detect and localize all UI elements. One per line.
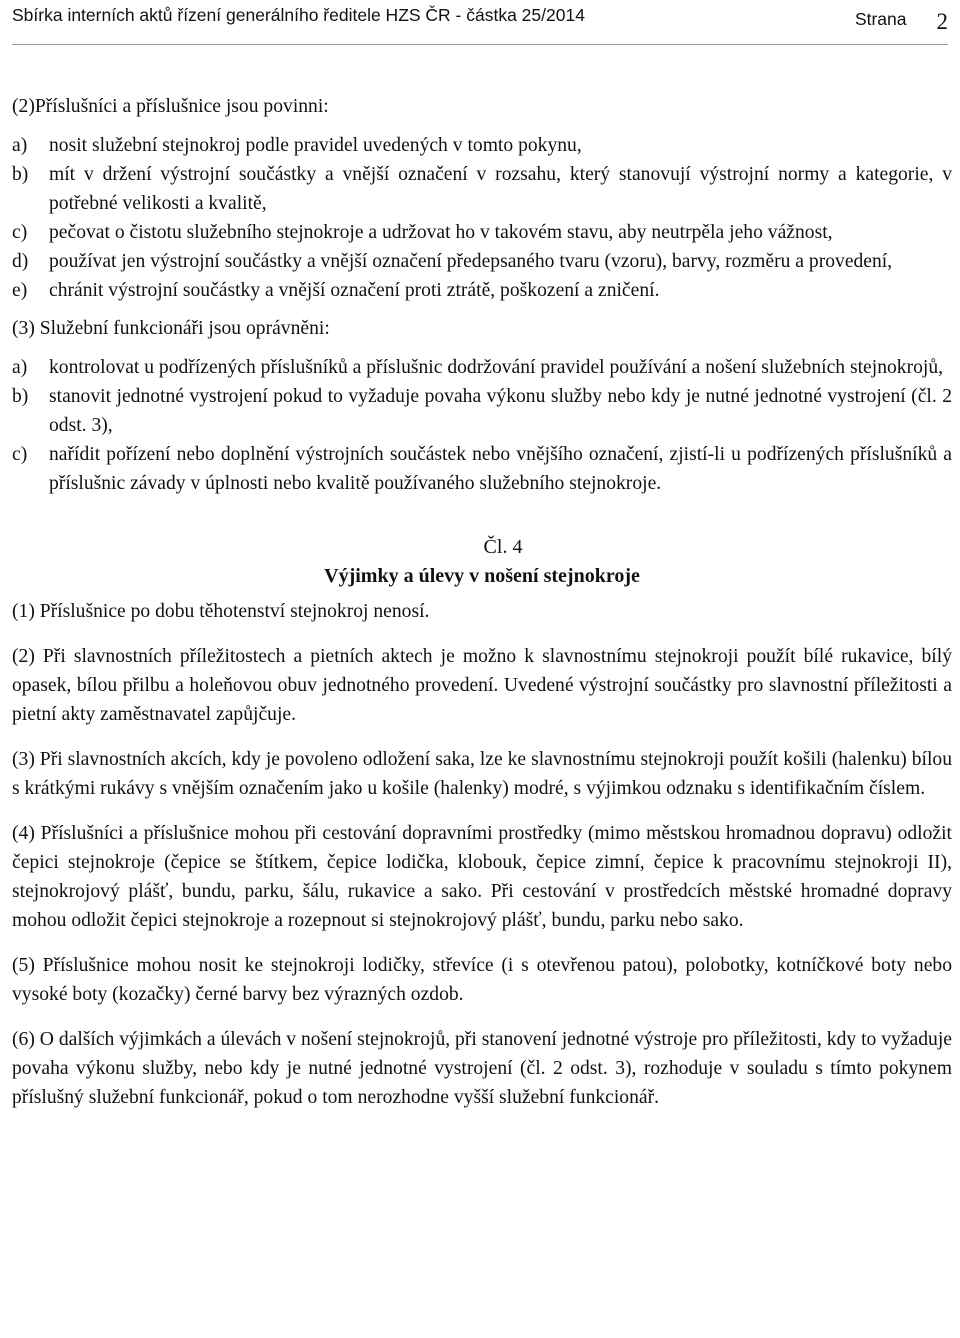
list-marker: a) bbox=[12, 135, 28, 156]
page-header bbox=[12, 0, 948, 45]
list-marker: b) bbox=[12, 164, 29, 185]
section-3-list bbox=[12, 353, 952, 498]
list-item bbox=[12, 353, 952, 382]
list-marker: b) bbox=[12, 386, 29, 407]
list-marker: a) bbox=[12, 357, 28, 378]
article-paragraph-6: (6) O dalších výjimkách a úlevách v nošení stejnokrojů, při stanovení jednotné výstroje pro příležitosti, kdy to vyžaduje povaha výkonu služby, nebo kdy je nutné jednotné vystrojení (čl. 2 odst. 3), rozhoduje v souladu s tímto pokynem příslušný služební funkcionář, pokud o tom nerozhodne vyšší služební funkcionář. bbox=[12, 1029, 952, 1108]
section-spacer bbox=[12, 507, 952, 533]
document-body bbox=[12, 92, 952, 1128]
list-item bbox=[12, 131, 952, 160]
article-paragraph-5: (5) Příslušnice mohou nosit ke stejnokroji lodičky, střevíce (i s otevřenou patou), polobotky, kotníčkové boty nebo vysoké boty (kozačky) černé barvy bez výrazných ozdob. bbox=[12, 955, 952, 1005]
article-paragraph-1: (1) Příslušnice po dobu těhotenství stejnokroj nenosí. bbox=[12, 601, 430, 622]
list-item bbox=[12, 247, 952, 276]
list-item-text: stanovit jednotné vystrojení pokud to vyžaduje povaha výkonu služby nebo kdy je nutné jednotné vystrojení (čl. 2 odst. 3), bbox=[49, 386, 952, 436]
section-2-lead: (2)Příslušníci a příslušnice jsou povinni: bbox=[12, 96, 329, 117]
section-3-lead: (3) Služební funkcionáři jsou oprávněni: bbox=[12, 318, 330, 339]
list-marker: c) bbox=[12, 222, 28, 243]
list-item bbox=[12, 276, 952, 305]
page-number: 2 bbox=[936, 9, 948, 34]
list-marker: e) bbox=[12, 280, 28, 301]
list-item-text: nosit služební stejnokroj podle pravidel uvedených v tomto pokynu, bbox=[49, 135, 582, 156]
collection-title: Sbírka interních aktů řízení generálního ředitele HZS ČR - částka 25/2014 bbox=[12, 5, 585, 25]
article-number: Čl. 4 bbox=[483, 536, 523, 558]
list-item-text: kontrolovat u podřízených příslušníků a příslušnic dodržování pravidel používání a nošení služebních stejnokrojů, bbox=[49, 357, 944, 378]
list-item-text: chránit výstrojní součástky a vnější označení proti ztrátě, poškození a zničení. bbox=[49, 280, 660, 301]
article-title: Výjimky a úlevy v nošení stejnokroje bbox=[324, 565, 640, 587]
list-item-text: mít v držení výstrojní součástky a vnější označení v rozsahu, který stanovují výstrojní normy a kategorie, v potřebné velikosti a kvalitě, bbox=[49, 164, 952, 214]
article-paragraph-2: (2) Při slavnostních příležitostech a pietních aktech je možno k slavnostnímu stejnokroji použít bílé rukavice, bílý opasek, bílou přilbu a holeňovou obuv jednotného provedení. Uvedené výstrojní součástky pro slavnostní příležitosti a pietní akty zaměstnavatel zapůjčuje. bbox=[12, 646, 952, 725]
article-paragraph-4: (4) Příslušníci a příslušnice mohou při cestování dopravními prostředky (mimo městskou hromadnou dopravu) odložit čepici stejnokroje (čepice se štítkem, čepice lodička, klobouk, čepice zimní, čepice k pracovnímu stejnokroji II), stejnokrojový plášť, bundu, parku, šálu, rukavice a sako. Při cestování v prostředcích městské hromadné dopravy mohou odložit čepici stejnokroje a rozepnout si stejnokrojový plášť, bundu, parku nebo sako. bbox=[12, 823, 952, 931]
list-item bbox=[12, 382, 952, 440]
list-item-text: pečovat o čistotu služebního stejnokroje a udržovat ho v takovém stavu, aby neutrpěla jeho vážnost, bbox=[49, 222, 833, 243]
list-item-text: používat jen výstrojní součástky a vnější označení předepsaného tvaru (vzoru), barvy, rozměru a provedení, bbox=[49, 251, 893, 272]
list-marker: c) bbox=[12, 444, 28, 465]
page-label: Strana bbox=[854, 9, 907, 29]
page-indicator bbox=[854, 5, 948, 34]
list-item bbox=[12, 160, 952, 218]
list-item bbox=[12, 218, 952, 247]
list-item bbox=[12, 440, 952, 498]
article-paragraph-3: (3) Při slavnostních akcích, kdy je povoleno odložení saka, lze ke slavnostnímu stejnokroji použít košili (halenku) bílou s krátkými rukávy s vnějším označením jako u košile (halenky) modré, s výjimkou odznaku s identifikačním číslem. bbox=[12, 749, 952, 799]
section-2-list bbox=[12, 131, 952, 305]
list-marker: d) bbox=[12, 251, 29, 272]
list-item-text: nařídit pořízení nebo doplnění výstrojních součástek nebo vnějšího označení, zjistí-li u podřízených příslušníků a příslušnic závady v úplnosti nebo kvalitě používaného služebního stejnokroje. bbox=[49, 444, 952, 494]
